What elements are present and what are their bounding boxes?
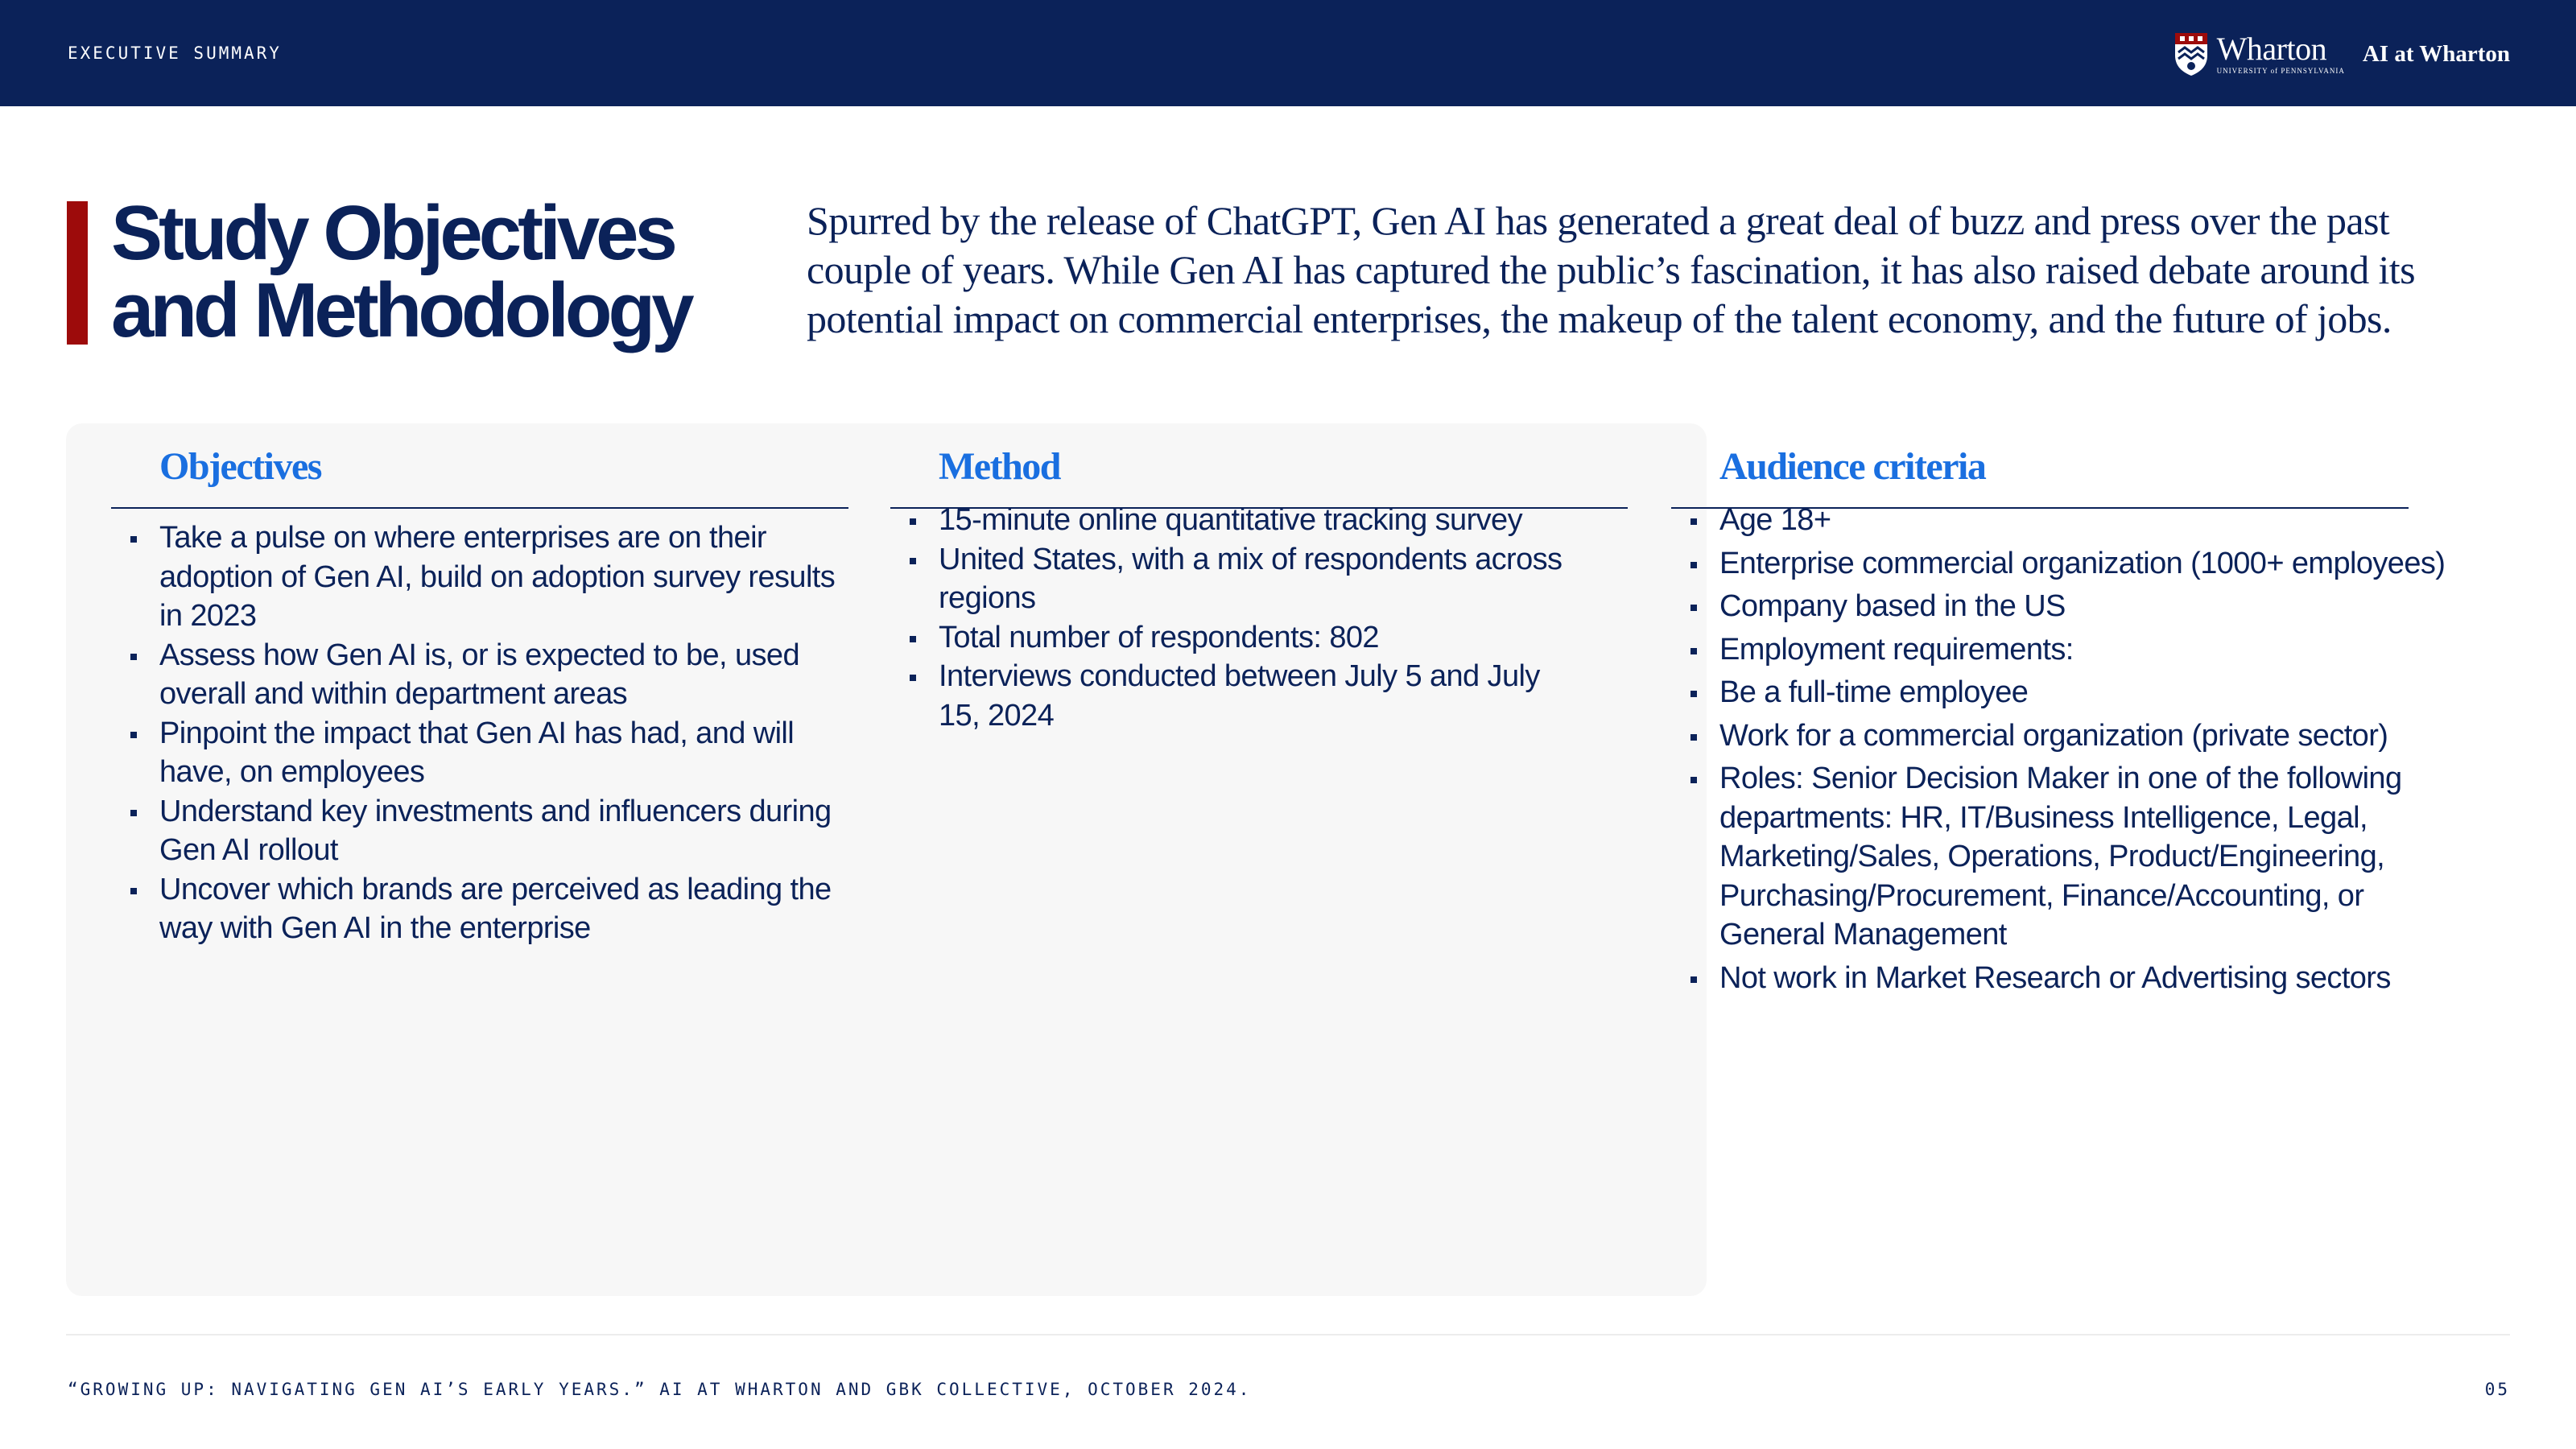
logo-suffix: AI at Wharton	[2362, 40, 2510, 67]
sub-list-item: Roles: Senior Decision Maker in one of the following departments: HR, IT/Business Intelligence, Legal, Marketing/Sales, Operations, Product/Engineering, Purchasing/Procurement, Finance/Accounting, or General Management	[1719, 759, 2404, 955]
list-item: United States, with a mix of respondents across regions	[939, 540, 1567, 618]
method-list	[890, 501, 1567, 735]
objectives-heading: Objectives	[111, 443, 848, 509]
page-number: 05	[2484, 1380, 2510, 1399]
list-item: Company based in the US	[1719, 587, 2512, 626]
list-item: Enterprise commercial organization (1000+ employees)	[1719, 544, 2512, 584]
list-item: Take a pulse on where enterprises are on their adoption of Gen AI, build on adoption survey results in 2023	[159, 518, 848, 636]
footer-divider	[66, 1334, 2510, 1335]
intro-paragraph: Spurred by the release of ChatGPT, Gen AI has generated a great deal of buzz and press over the past couple of years. While Gen AI has captured the public’s fascination, it has also raised debate around its potential impact on commercial enterprises, the makeup of the talent economy, and the future of jobs.	[807, 198, 2415, 341]
list-item: Pinpoint the impact that Gen AI has had, and will have, on employees	[159, 714, 848, 792]
method-heading: Method	[890, 443, 1628, 509]
method-column	[890, 443, 1628, 735]
page-title: Study Objectives and Methodology	[111, 190, 691, 353]
footer-citation: “GROWING UP: NAVIGATING GEN AI’S EARLY YEARS.” AI AT WHARTON AND GBK COLLECTIVE, OCTOBER 2024.	[68, 1380, 1252, 1399]
logo-subtext: UNIVERSITY of PENNSYLVANIA	[2216, 67, 2345, 75]
audience-list	[1671, 501, 2512, 669]
objectives-column	[111, 443, 848, 948]
section-label: EXECUTIVE SUMMARY	[68, 43, 282, 63]
title-accent-bar	[67, 201, 88, 345]
sub-list-item: Be a full-time employee	[1719, 673, 2512, 712]
wharton-logo[interactable]	[2174, 29, 2510, 79]
sub-list-item: Work for a commercial organization (private sector)	[1719, 716, 2512, 756]
list-item: 15-minute online quantitative tracking survey	[939, 501, 1567, 540]
audience-sublist	[1671, 673, 2512, 997]
objectives-list	[111, 518, 848, 948]
audience-column	[1671, 443, 2512, 997]
list-item: Employment requirements:	[1719, 630, 2512, 670]
list-item: Age 18+	[1719, 501, 2512, 540]
sub-list-item: Not work in Market Research or Advertising sectors	[1719, 959, 2512, 998]
list-item: Uncover which brands are perceived as leading the way with Gen AI in the enterprise	[159, 870, 848, 948]
list-item: Understand key investments and influencers during Gen AI rollout	[159, 792, 848, 870]
logo-wordmark: Wharton	[2216, 31, 2327, 67]
list-item: Interviews conducted between July 5 and July 15, 2024	[939, 657, 1567, 735]
list-item: Total number of respondents: 802	[939, 618, 1567, 658]
list-item: Assess how Gen AI is, or is expected to be, used overall and within department areas	[159, 636, 848, 714]
audience-heading: Audience criteria	[1671, 443, 2409, 509]
penn-shield-icon	[2174, 31, 2209, 76]
